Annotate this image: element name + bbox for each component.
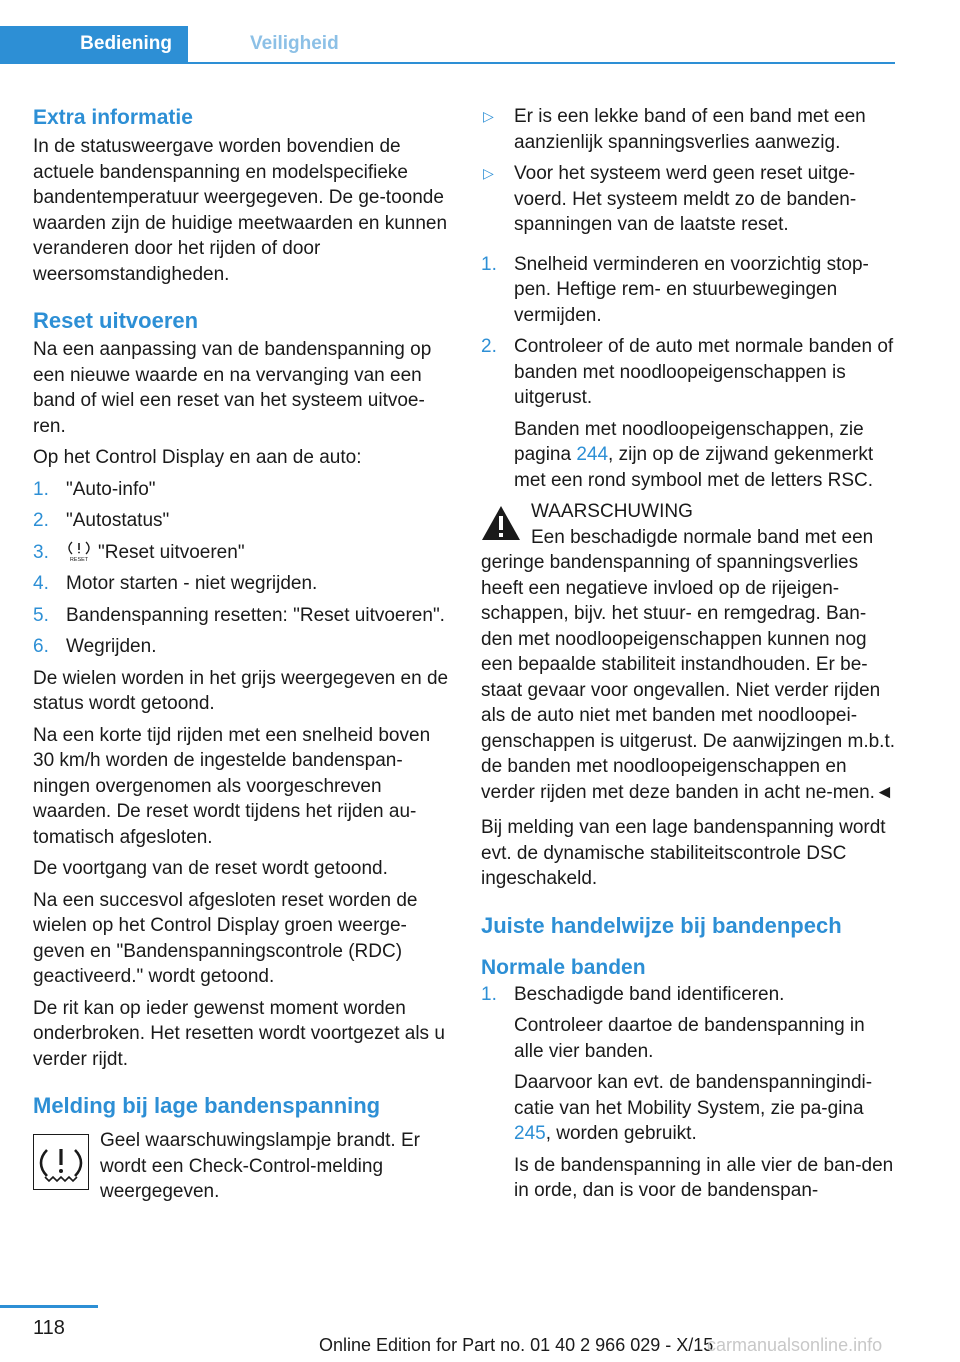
list-item: 1. Snelheid verminderen en voorzichtig stop-pen. Heftige rem- en stuurbewegingen vermijden. [481, 253, 869, 326]
sub-paragraph: Daarvoor kan evt. de bandenspanningindi-catie van het Mobility System, zie pa-gina 245, worden gebruikt. [514, 1072, 873, 1144]
svg-text:RESET: RESET [69, 556, 89, 562]
flat-tire-heading: Juiste handelwijze bij bandenpech [481, 912, 842, 938]
reset-heading: Reset uitvoeren [33, 308, 199, 333]
reset-icon [66, 540, 92, 562]
runflat-note: Banden met noodloopeigenschappen, zie pagina 244, zijn op de zijwand gekenmerkt met een rond symbool met de letters RSC. [514, 418, 874, 491]
warning-first-line: Een beschadigde normale band met een [531, 526, 874, 548]
extra-info-text: In de statusweergave worden bovendien de actuele bandenspanning en modelspecifieke bandentemperatuur weergegeven. De ge-toonde waarden zijn de huidige meetwaarden en kunnen veranderen door het rijden of door weersomstandigheden. [33, 136, 448, 285]
low-pressure-heading: Melding bij lage bandenspanning [33, 1093, 381, 1118]
sub-paragraph: Controleer daartoe de bandenspanning in alle vier banden. [514, 1015, 865, 1062]
page-link-245[interactable]: 245 [514, 1123, 546, 1144]
left-column [33, 104, 451, 1205]
warning-text: geringe bandenspanning of spanningsverlies heeft een negatieve invloed op de rijeigen-schappen, bijv. het stuur- en remgedrag. Ban-den met noodloopeigenschappen kunnen nog een bepaalde stabiliteit instandhouden. Er be-staat gevaar voor ongevallen. Niet verder rijden als de auto niet met banden met noodloopei-genschappen is uitgerust. De aanwijzingen m.b.t. de banden met noodloopeigenschappen en verder rijden met deze banden in acht ne-men.◄ [481, 552, 896, 803]
reset-steps-list [33, 477, 451, 660]
page-link-244[interactable]: 244 [576, 444, 609, 465]
list-item: 1. "Auto-info" [33, 478, 156, 500]
warning-block [481, 499, 896, 805]
triangle-bullet-icon: ▷ [483, 108, 494, 124]
warning-title: WAARSCHUWING [531, 501, 693, 522]
list-item: ▷ Voor het systeem werd geen reset uitge-voerd. Het systeem meldt zo de banden-spanningen van de laatste reset. [483, 163, 857, 235]
tire-pressure-warning-icon [33, 1134, 89, 1190]
extra-info-heading: Extra informatie [33, 106, 193, 129]
paragraph: De rit kan op ieder gewenst moment worden onderbroken. Het resetten wordt voortgezet als u verder rijdt. [33, 997, 445, 1070]
list-item: ▷ Er is een lekke band of een band met een aanzienlijk spanningsverlies aanwezig. [483, 106, 866, 153]
cause-bullets [481, 104, 896, 238]
list-item: 2. "Autostatus" [33, 510, 170, 531]
normal-tires-heading: Normale banden [481, 955, 646, 979]
low-pressure-notice [33, 1128, 451, 1205]
edition-note: Online Edition for Part no. 01 40 2 966 029 - X/15 [319, 1335, 714, 1355]
triangle-bullet-icon: ▷ [483, 165, 494, 181]
normal-tires-steps [481, 982, 896, 1204]
list-item: 5. Bandenspanning resetten: "Reset uitvoeren". [33, 604, 445, 626]
paragraph: De wielen worden in het grijs weergegeven en de status wordt getoond. [33, 667, 449, 714]
list-item: 3. RESET "Reset uitvoeren" [33, 541, 245, 563]
reset-intro: Op het Control Display en aan de auto: [33, 447, 362, 468]
warning-triangle-icon [481, 505, 521, 541]
reset-text: Na een aanpassing van de bandenspanning op een nieuwe waarde en na vervanging van een band of wiel een reset van het systeem uitvoe-ren. [33, 339, 432, 437]
paragraph: De voortgang van de reset wordt getoond. [33, 858, 388, 879]
sub-paragraph: Is de bandenspanning in alle vier de ban-den in orde, dan is voor de bandenspan- [514, 1154, 894, 1201]
low-pressure-text: Geel waarschuwingslampje brandt. Er wordt een Check-Control-melding weergegeven. [100, 1130, 420, 1202]
list-item: 2. Controleer of de auto met normale banden of banden met noodloopeigenschappen is uitgerust. Banden met noodloopeigenschappen, zie pagina 244, zijn op de zijwand gekenmerkt met een rond symbool met de letters RSC. [481, 334, 896, 493]
page-number: 118 [33, 1317, 65, 1339]
action-steps-list [481, 252, 896, 494]
list-item: 1. Beschadigde band identificeren. Controleer daartoe de bandenspanning in alle vier banden. Daarvoor kan evt. de bandenspanningindi-catie van het Mobility System, zie pa-gina 245, worden gebruikt. Is de bandenspanning in alle vier de ban-den in orde, dan is voor de bandenspan- [481, 982, 896, 1204]
dsc-text: Bij melding van een lage bandenspanning wordt evt. de dynamische stabiliteitscontrole DSC ingeschakeld. [481, 817, 886, 889]
section-tab-bar [0, 26, 895, 64]
list-item: 6. Wegrijden. [33, 636, 157, 657]
list-item: 4. Motor starten - niet wegrijden. [33, 573, 318, 594]
watermark: carmanualsonline.info [707, 1335, 883, 1355]
paragraph: Na een korte tijd rijden met een snelheid boven 30 km/h worden de ingestelde bandenspan-ningen overgenomen als voorgeschreven waarden. De reset wordt tijdens het rijden au-tomatisch afgesloten. [33, 724, 431, 848]
right-column [481, 104, 896, 1210]
footer-accent-line [0, 1305, 98, 1308]
tab-veiligheid[interactable]: Veiligheid [250, 33, 339, 54]
paragraph: Na een succesvol afgesloten reset worden de wielen op het Control Display groen weerge-geven en "Bandenspanningscontrole (RDC) geactiveerd." wordt getoond. [33, 889, 418, 987]
tab-bediening[interactable]: Bediening [0, 26, 188, 62]
